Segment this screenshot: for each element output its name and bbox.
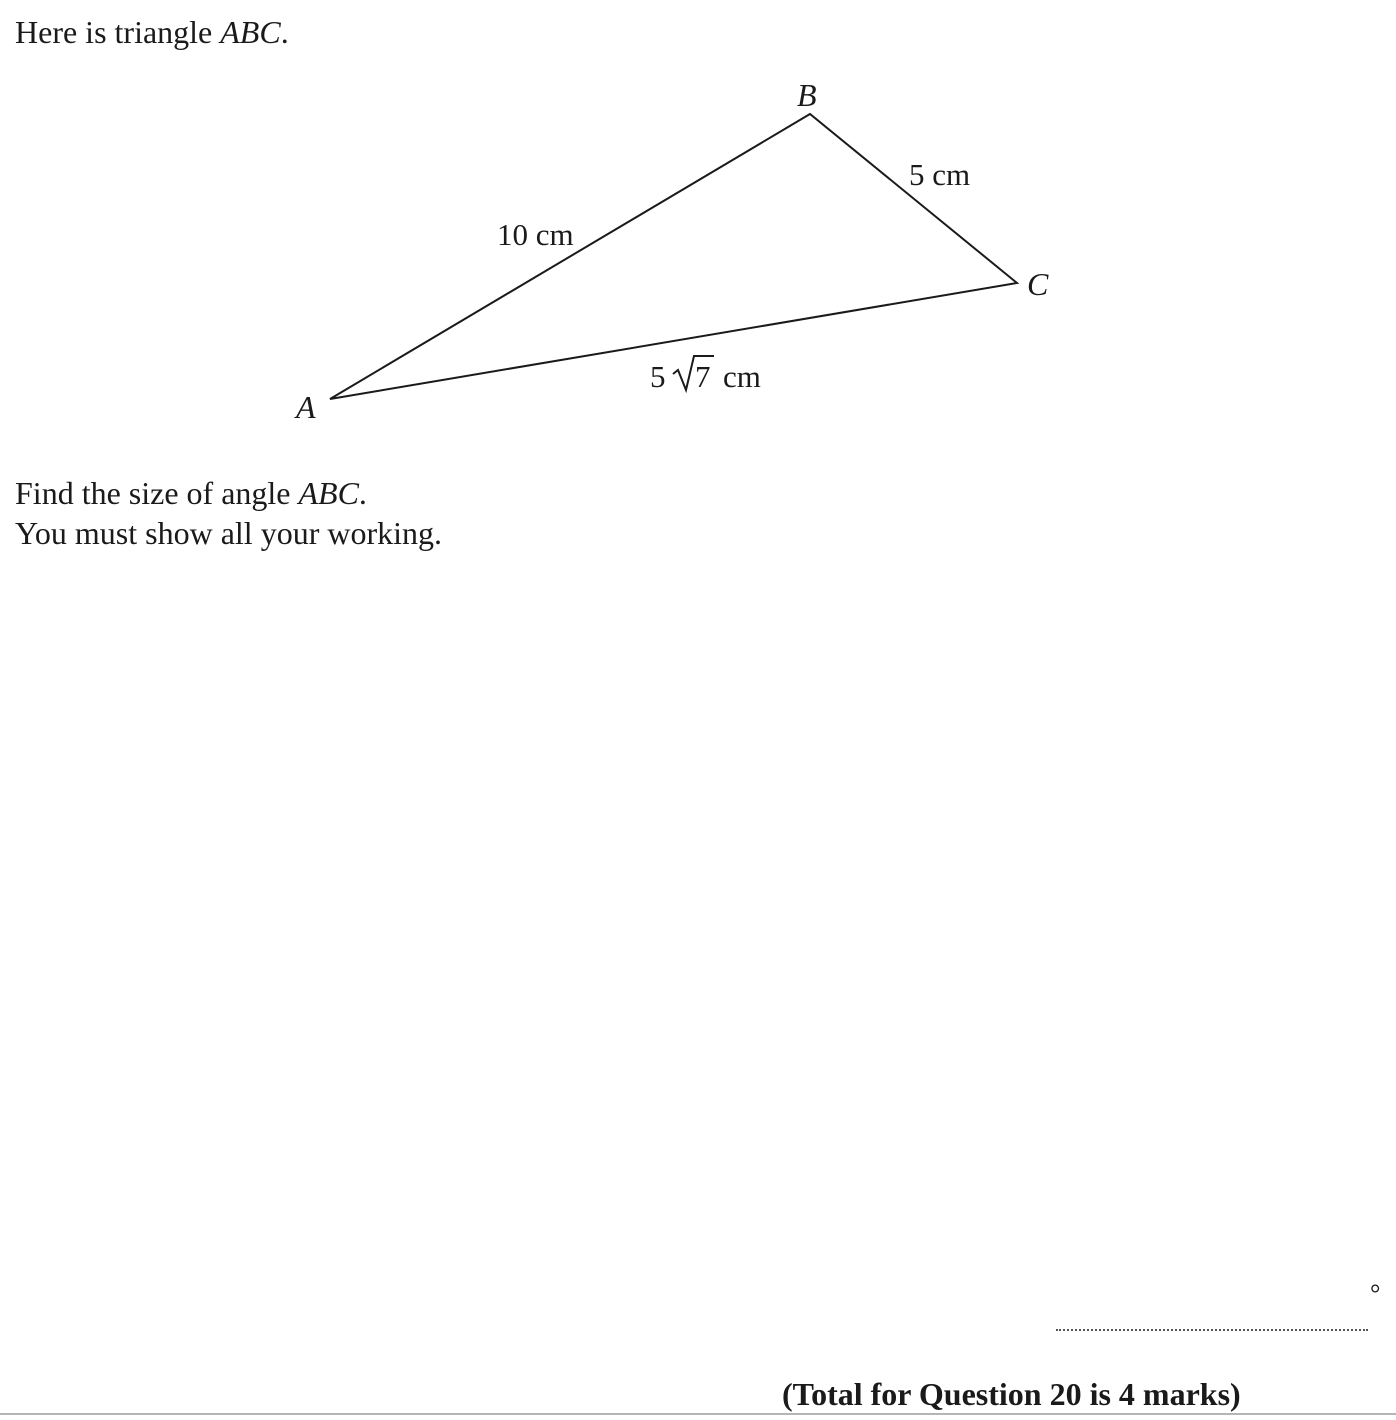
side-ac-radicand: 7: [695, 359, 711, 394]
degree-symbol: °: [1370, 1279, 1381, 1308]
question-lead: Find the size of angle: [15, 475, 299, 511]
intro-lead: Here is triangle: [15, 14, 221, 50]
question-text: [15, 473, 442, 553]
bottom-divider: [0, 1413, 1396, 1415]
side-bc-label: 5 cm: [909, 157, 971, 192]
question-line-1: [15, 473, 442, 513]
triangle-diagram: [0, 0, 1396, 460]
side-ac-coefficient: 5: [650, 359, 666, 394]
answer-line[interactable]: [1056, 1329, 1368, 1331]
vertex-label-a: A: [296, 389, 316, 425]
triangle-name: ABC: [220, 14, 281, 50]
side-ab-label: 10 cm: [497, 217, 574, 252]
side-ac-label: [650, 356, 761, 394]
total-marks: (Total for Question 20 is 4 marks): [782, 1376, 1241, 1412]
angle-name: ABC: [298, 475, 359, 511]
intro-period: .: [280, 14, 289, 50]
vertex-label-c: C: [1027, 266, 1049, 302]
vertex-label-b: B: [797, 77, 817, 113]
question-line-2: You must show all your working.: [15, 515, 442, 551]
side-ac-unit: cm: [723, 359, 761, 394]
question-period: .: [358, 475, 367, 511]
